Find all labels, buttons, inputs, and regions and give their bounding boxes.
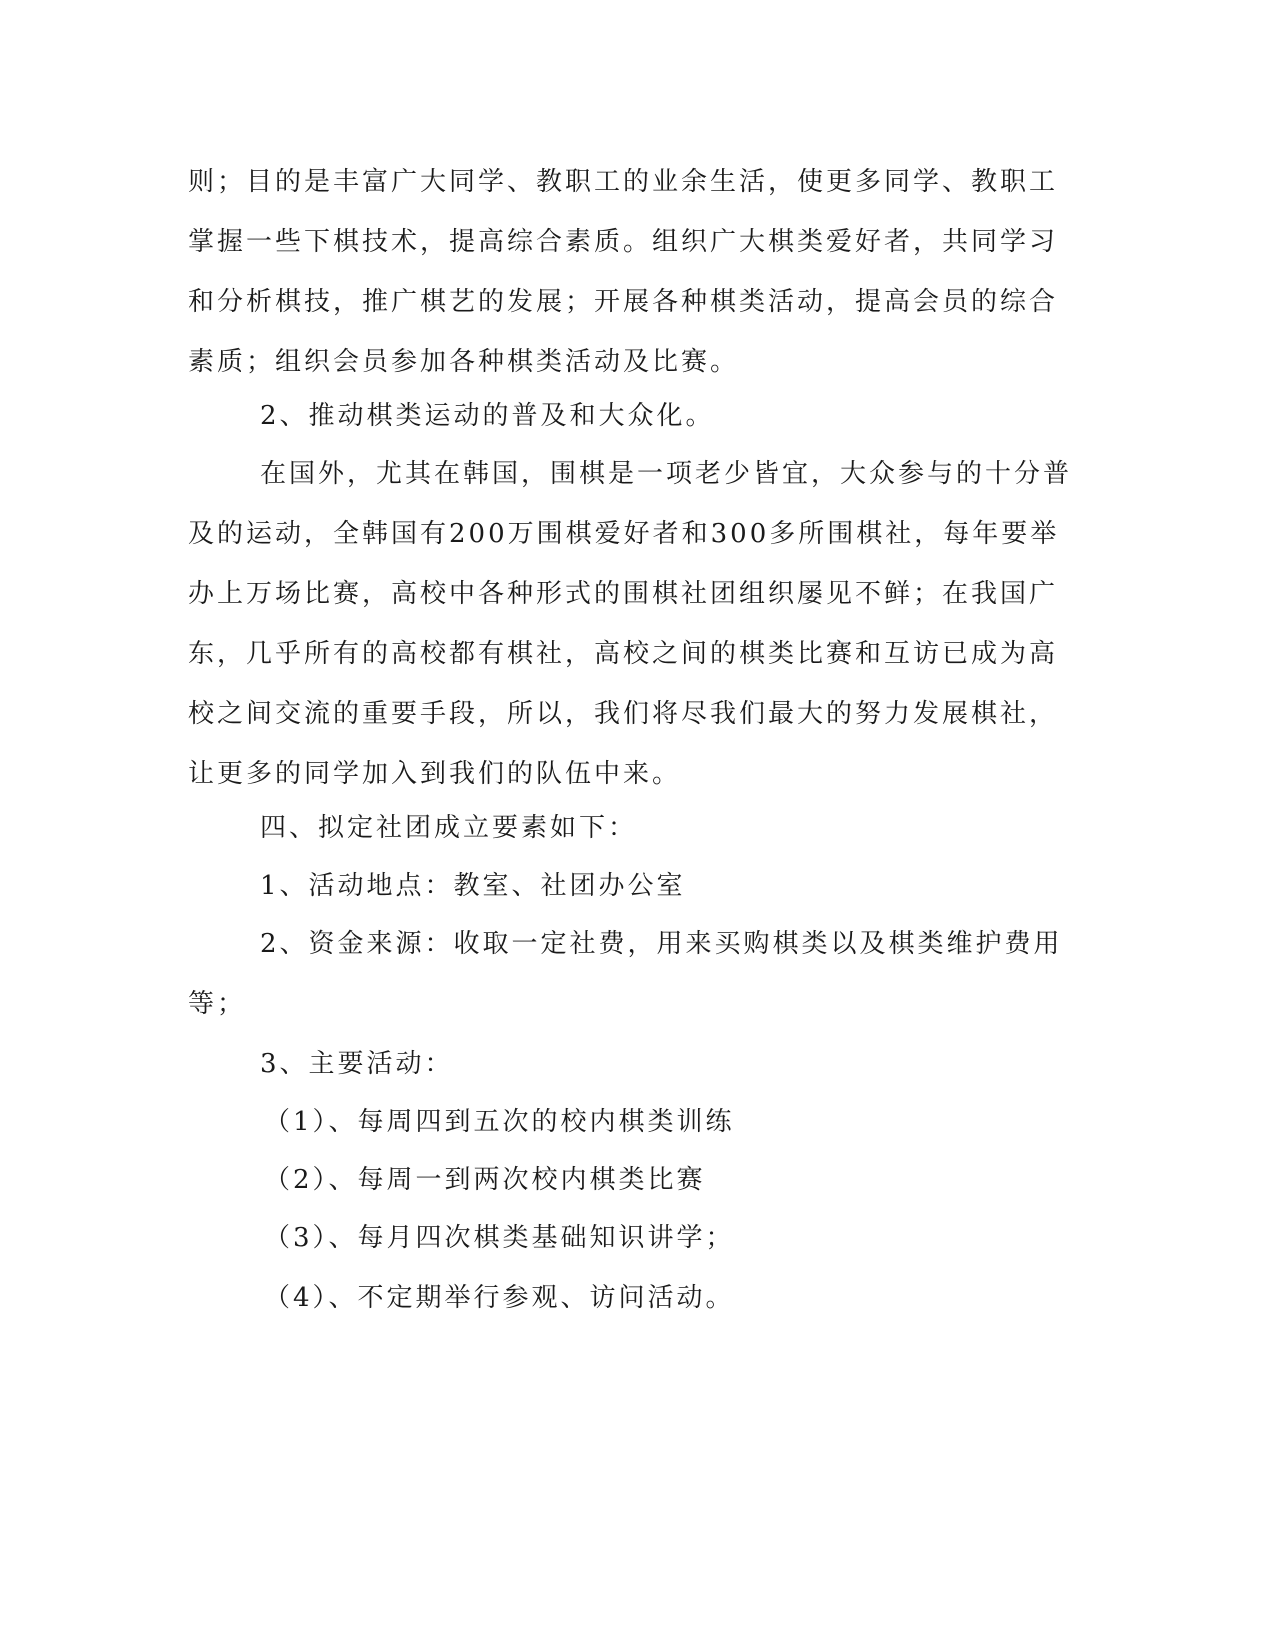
list-item-location <box>188 856 1068 916</box>
text-line: （2）、每周一到两次校内棋类比赛 <box>264 1165 706 1195</box>
text-line: 3、主要活动： <box>260 1049 454 1079</box>
list-item-funding <box>188 914 1068 1034</box>
sub-item-competition <box>188 1150 1068 1210</box>
section-heading-elements <box>188 798 1068 858</box>
text-line: 2、推动棋类运动的普及和大众化。 <box>260 401 715 431</box>
text-line: 东，几乎所有的高校都有棋社，高校之间的棋类比赛和互访已成为高 <box>188 639 1059 669</box>
text-line: 及的运动，全韩国有200万围棋爱好者和300多所围棋社，每年要举 <box>188 519 1060 549</box>
paragraph-objectives <box>188 152 1068 392</box>
text-line: 1、活动地点：教室、社团办公室 <box>260 871 686 901</box>
sub-item-lectures <box>188 1208 1068 1268</box>
text-line: 等； <box>188 989 247 1019</box>
text-line: 四、拟定社团成立要素如下： <box>260 813 638 843</box>
sub-item-visits <box>188 1268 1068 1328</box>
text-line: 则；目的是丰富广大同学、教职工的业余生活，使更多同学、教职工 <box>188 167 1059 197</box>
text-line: 掌握一些下棋技术，提高综合素质。组织广大棋类爱好者，共同学习 <box>188 227 1059 257</box>
text-line: 素质；组织会员参加各种棋类活动及比赛。 <box>188 347 740 377</box>
text-line: （4）、不定期举行参观、访问活动。 <box>264 1283 735 1313</box>
paragraph-korea <box>188 444 1073 804</box>
text-line: 办上万场比赛，高校中各种形式的围棋社团组织屡见不鲜；在我国广 <box>188 579 1059 609</box>
text-line: 让更多的同学加入到我们的队伍中来。 <box>188 759 682 789</box>
section-heading-popularize <box>188 386 1068 446</box>
text-line: 2、资金来源：收取一定社费，用来买购棋类以及棋类维护费用 <box>260 929 1063 959</box>
list-item-activities <box>188 1034 1068 1094</box>
text-line: 和分析棋技，推广棋艺的发展；开展各种棋类活动，提高会员的综合 <box>188 287 1059 317</box>
sub-item-training <box>188 1092 1068 1152</box>
text-line: 校之间交流的重要手段，所以，我们将尽我们最大的努力发展棋社， <box>188 699 1059 729</box>
text-line: （3）、每月四次棋类基础知识讲学； <box>264 1223 735 1253</box>
text-line: （1）、每周四到五次的校内棋类训练 <box>264 1107 735 1137</box>
text-line: 在国外，尤其在韩国，围棋是一项老少皆宜，大众参与的十分普 <box>260 459 1073 489</box>
